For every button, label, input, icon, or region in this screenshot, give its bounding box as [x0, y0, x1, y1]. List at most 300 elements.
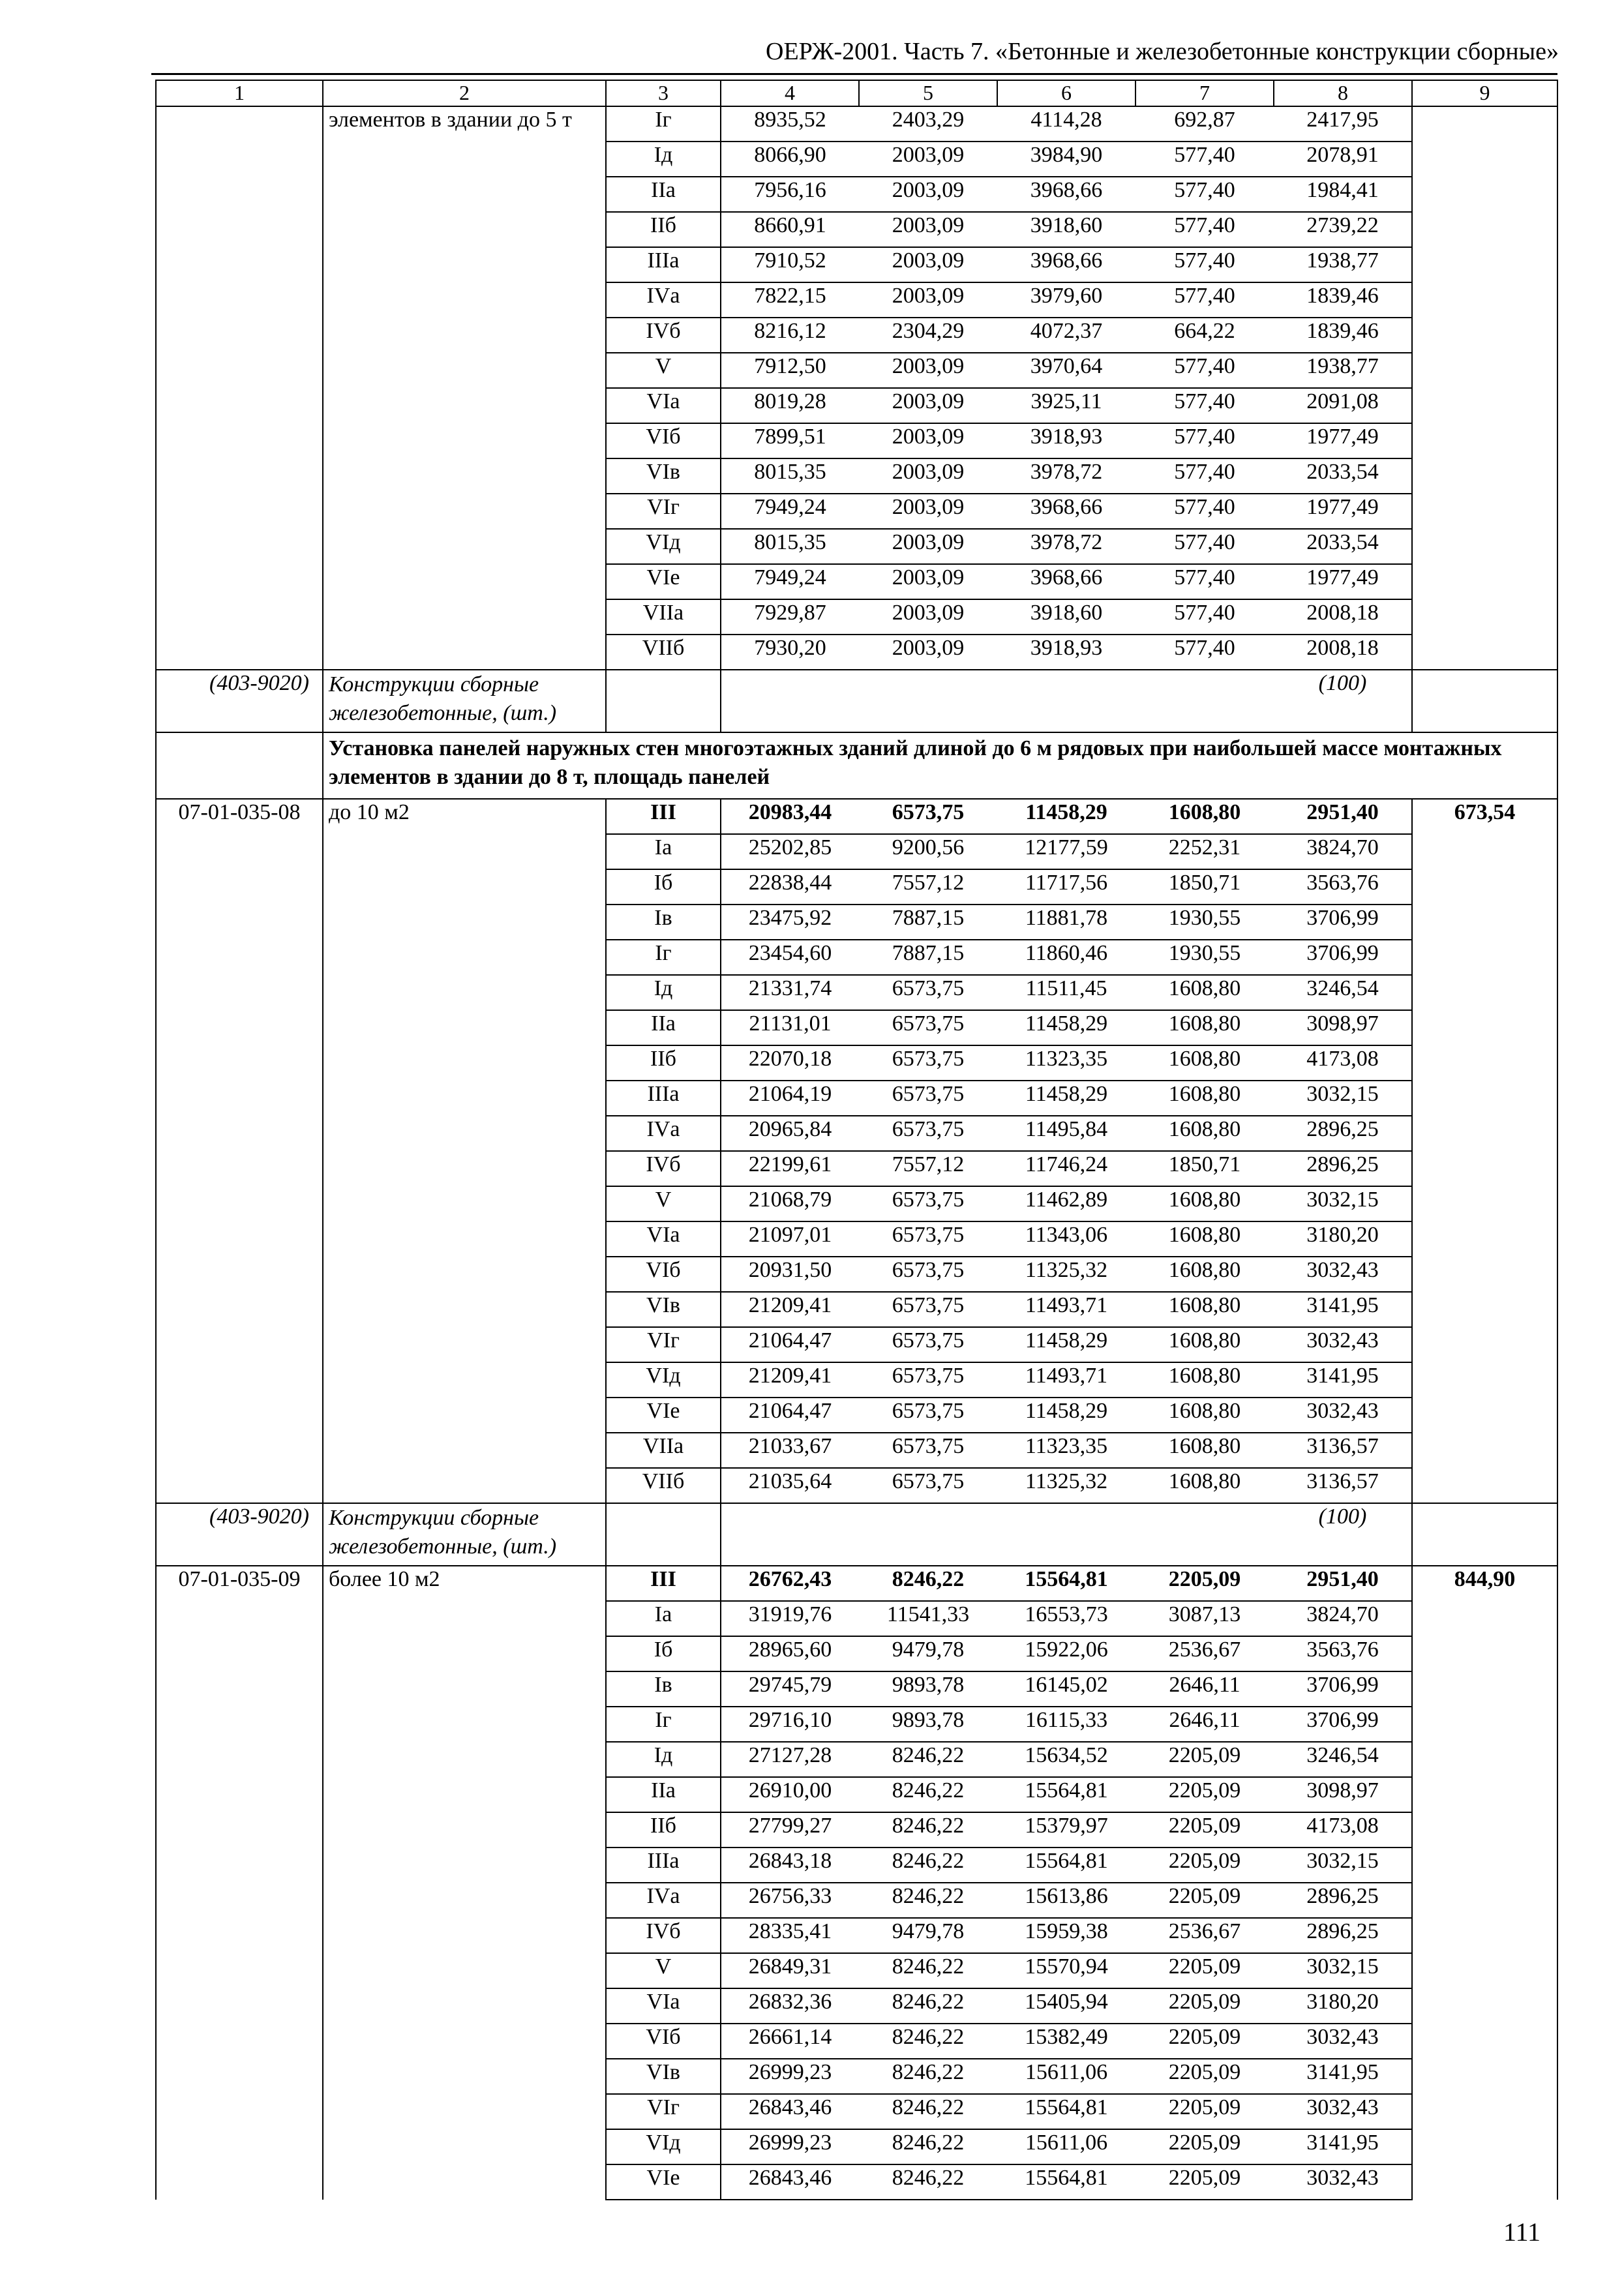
value-cell: 1930,55	[1135, 905, 1274, 940]
resource-name: Конструкции сборные железобетонные, (шт.)	[323, 670, 606, 732]
value-cell: 3141,95	[1274, 2129, 1412, 2164]
value-cell: 21064,19	[721, 1081, 859, 1116]
value-cell: 2205,09	[1135, 2164, 1274, 2200]
value-cell: 1608,80	[1135, 1221, 1274, 1257]
region-category: IIб	[606, 1812, 721, 1848]
value-cell: 8019,28	[721, 388, 859, 423]
value-cell: 16115,33	[997, 1707, 1135, 1742]
region-category: VIа	[606, 388, 721, 423]
value-cell: 1608,80	[1135, 1292, 1274, 1327]
column-number-row	[156, 80, 1557, 106]
header-rule	[151, 73, 1557, 75]
value-cell: 15959,38	[997, 1918, 1135, 1953]
col-number: 4	[721, 80, 859, 106]
value-cell: 3706,99	[1274, 1671, 1412, 1707]
value-cell: 4114,28	[997, 106, 1135, 142]
value-cell: 2003,09	[859, 635, 997, 670]
value-cell: 1850,71	[1135, 1151, 1274, 1186]
value-cell: 27127,28	[721, 1742, 859, 1777]
value-cell: 3032,15	[1274, 1848, 1412, 1883]
region-category: VIд	[606, 1362, 721, 1398]
value-cell: 8246,22	[859, 2129, 997, 2164]
value-cell: 8246,22	[859, 1812, 997, 1848]
value-cell: 21035,64	[721, 1468, 859, 1503]
value-cell: 11323,35	[997, 1045, 1135, 1081]
value-cell: 3706,99	[1274, 905, 1412, 940]
region-category: VIа	[606, 1988, 721, 2024]
value-cell: 1608,80	[1135, 1362, 1274, 1398]
value-cell: 11860,46	[997, 940, 1135, 975]
value-cell: 8246,22	[859, 1988, 997, 2024]
value-cell: 2205,09	[1135, 2129, 1274, 2164]
value-cell: 3968,66	[997, 247, 1135, 282]
value-cell: 2003,09	[859, 458, 997, 494]
value-cell: 23475,92	[721, 905, 859, 940]
value-cell: 1608,80	[1135, 1433, 1274, 1468]
value-cell: 2003,09	[859, 353, 997, 388]
value-cell: 6573,75	[859, 1292, 997, 1327]
value-cell: 11458,29	[997, 1081, 1135, 1116]
value-cell: 26756,33	[721, 1883, 859, 1918]
table-row	[156, 106, 1557, 142]
region-category: Iд	[606, 142, 721, 177]
empty-cell	[1135, 1503, 1274, 1566]
value-cell: 1608,80	[1135, 1045, 1274, 1081]
value-cell: 7557,12	[859, 1151, 997, 1186]
region-category: IIа	[606, 177, 721, 212]
value-cell: 3032,43	[1274, 1398, 1412, 1433]
value-cell: 11325,32	[997, 1257, 1135, 1292]
value-cell: 2896,25	[1274, 1151, 1412, 1186]
region-category: Iа	[606, 1601, 721, 1636]
labor-cost: 844,90	[1412, 1566, 1557, 2200]
value-cell: 3032,15	[1274, 1186, 1412, 1221]
value-cell: 11458,29	[997, 1327, 1135, 1362]
region-category: Iб	[606, 869, 721, 905]
value-cell: 8246,22	[859, 1883, 997, 1918]
region-category: VIг	[606, 2094, 721, 2129]
value-cell: 12177,59	[997, 834, 1135, 869]
value-cell: 6573,75	[859, 1362, 997, 1398]
labor-cost	[1412, 106, 1557, 670]
region-category: VIд	[606, 529, 721, 564]
value-cell: 11458,29	[997, 1398, 1135, 1433]
value-cell: 2205,09	[1135, 1742, 1274, 1777]
value-cell: 15405,94	[997, 1988, 1135, 2024]
region-category: VIб	[606, 2024, 721, 2059]
value-cell: 7956,16	[721, 177, 859, 212]
region-category: VIа	[606, 1221, 721, 1257]
rate-code: 07-01-035-08	[156, 799, 323, 1503]
value-cell: 577,40	[1135, 282, 1274, 318]
value-cell: 2033,54	[1274, 529, 1412, 564]
value-cell: 22070,18	[721, 1045, 859, 1081]
value-cell: 11325,32	[997, 1468, 1135, 1503]
value-cell: 2646,11	[1135, 1707, 1274, 1742]
value-cell: 21209,41	[721, 1292, 859, 1327]
value-cell: 2078,91	[1274, 142, 1412, 177]
value-cell: 20983,44	[721, 799, 859, 834]
value-cell: 3136,57	[1274, 1433, 1412, 1468]
value-cell: 4173,08	[1274, 1812, 1412, 1848]
value-cell: 9200,56	[859, 834, 997, 869]
value-cell: 1984,41	[1274, 177, 1412, 212]
region-category: IIIа	[606, 247, 721, 282]
value-cell: 6573,75	[859, 1010, 997, 1045]
value-cell: 8246,22	[859, 1566, 997, 1601]
section-title-row	[156, 732, 1557, 799]
rates-table-container	[155, 80, 1557, 2200]
value-cell: 8246,22	[859, 2024, 997, 2059]
value-cell: 21064,47	[721, 1327, 859, 1362]
value-cell: 2252,31	[1135, 834, 1274, 869]
empty-cell	[156, 732, 323, 799]
value-cell: 9893,78	[859, 1707, 997, 1742]
value-cell: 577,40	[1135, 458, 1274, 494]
value-cell: 3098,97	[1274, 1777, 1412, 1812]
empty-cell	[859, 670, 997, 732]
value-cell: 6573,75	[859, 975, 997, 1010]
col-number: 1	[156, 80, 323, 106]
col-number: 6	[997, 80, 1135, 106]
value-cell: 4072,37	[997, 318, 1135, 353]
value-cell: 2003,09	[859, 564, 997, 599]
value-cell: 8660,91	[721, 212, 859, 247]
value-cell: 3918,93	[997, 423, 1135, 458]
value-cell: 7929,87	[721, 599, 859, 635]
value-cell: 8066,90	[721, 142, 859, 177]
value-cell: 7822,15	[721, 282, 859, 318]
value-cell: 8246,22	[859, 2059, 997, 2094]
running-header: ОЕРЖ-2001. Часть 7. «Бетонные и железобетонные конструкции сборные»	[766, 38, 1559, 65]
region-category: VIIб	[606, 635, 721, 670]
value-cell: 11717,56	[997, 869, 1135, 905]
empty-cell	[606, 670, 721, 732]
value-cell: 3141,95	[1274, 2059, 1412, 2094]
value-cell: 1850,71	[1135, 869, 1274, 905]
value-cell: 577,40	[1135, 142, 1274, 177]
empty-cell	[997, 1503, 1135, 1566]
value-cell: 1608,80	[1135, 1010, 1274, 1045]
value-cell: 3032,15	[1274, 1953, 1412, 1988]
rate-code: 07-01-035-09	[156, 1566, 323, 2200]
value-cell: 8246,22	[859, 1777, 997, 1812]
value-cell: 664,22	[1135, 318, 1274, 353]
empty-cell	[1412, 670, 1557, 732]
value-cell: 6573,75	[859, 799, 997, 834]
value-cell: 2003,09	[859, 494, 997, 529]
value-cell: 577,40	[1135, 247, 1274, 282]
value-cell: 6573,75	[859, 1327, 997, 1362]
value-cell: 26843,46	[721, 2094, 859, 2129]
region-category: V	[606, 1953, 721, 1988]
page-number: 111	[1503, 2217, 1541, 2247]
value-cell: 3032,15	[1274, 1081, 1412, 1116]
resource-unit: (100)	[1274, 1503, 1412, 1566]
value-cell: 11462,89	[997, 1186, 1135, 1221]
labor-cost: 673,54	[1412, 799, 1557, 1503]
region-category: VIв	[606, 2059, 721, 2094]
value-cell: 15382,49	[997, 2024, 1135, 2059]
value-cell: 2003,09	[859, 423, 997, 458]
table-row	[156, 799, 1557, 834]
value-cell: 16553,73	[997, 1601, 1135, 1636]
value-cell: 26661,14	[721, 2024, 859, 2059]
resource-unit: (100)	[1274, 670, 1412, 732]
value-cell: 27799,27	[721, 1812, 859, 1848]
value-cell: 2003,09	[859, 247, 997, 282]
value-cell: 577,40	[1135, 494, 1274, 529]
region-category: IIб	[606, 1045, 721, 1081]
value-cell: 577,40	[1135, 564, 1274, 599]
value-cell: 21064,47	[721, 1398, 859, 1433]
value-cell: 1608,80	[1135, 1081, 1274, 1116]
region-category: V	[606, 1186, 721, 1221]
value-cell: 21033,67	[721, 1433, 859, 1468]
value-cell: 26999,23	[721, 2059, 859, 2094]
empty-cell	[997, 670, 1135, 732]
value-cell: 26843,46	[721, 2164, 859, 2200]
value-cell: 2003,09	[859, 177, 997, 212]
value-cell: 2951,40	[1274, 1566, 1412, 1601]
value-cell: 8015,35	[721, 529, 859, 564]
region-category: IVб	[606, 1151, 721, 1186]
value-cell: 3925,11	[997, 388, 1135, 423]
value-cell: 15564,81	[997, 2094, 1135, 2129]
value-cell: 15611,06	[997, 2129, 1135, 2164]
value-cell: 6573,75	[859, 1257, 997, 1292]
value-cell: 4173,08	[1274, 1045, 1412, 1081]
value-cell: 577,40	[1135, 353, 1274, 388]
value-cell: 7899,51	[721, 423, 859, 458]
value-cell: 2536,67	[1135, 1636, 1274, 1671]
value-cell: 7887,15	[859, 905, 997, 940]
value-cell: 3098,97	[1274, 1010, 1412, 1045]
value-cell: 3032,43	[1274, 1257, 1412, 1292]
region-category: V	[606, 353, 721, 388]
value-cell: 2896,25	[1274, 1116, 1412, 1151]
value-cell: 3970,64	[997, 353, 1135, 388]
value-cell: 2646,11	[1135, 1671, 1274, 1707]
value-cell: 2205,09	[1135, 1566, 1274, 1601]
value-cell: 1608,80	[1135, 1116, 1274, 1151]
value-cell: 3032,43	[1274, 1327, 1412, 1362]
value-cell: 16145,02	[997, 1671, 1135, 1707]
value-cell: 3087,13	[1135, 1601, 1274, 1636]
value-cell: 2205,09	[1135, 1848, 1274, 1883]
empty-cell	[721, 1503, 859, 1566]
value-cell: 2003,09	[859, 599, 997, 635]
value-cell: 6573,75	[859, 1045, 997, 1081]
region-category: VIе	[606, 1398, 721, 1433]
value-cell: 1608,80	[1135, 1186, 1274, 1221]
value-cell: 6573,75	[859, 1468, 997, 1503]
region-category: VIIа	[606, 1433, 721, 1468]
value-cell: 8246,22	[859, 1953, 997, 1988]
value-cell: 577,40	[1135, 423, 1274, 458]
value-cell: 15611,06	[997, 2059, 1135, 2094]
value-cell: 21131,01	[721, 1010, 859, 1045]
value-cell: 3979,60	[997, 282, 1135, 318]
value-cell: 20965,84	[721, 1116, 859, 1151]
region-category: Iг	[606, 940, 721, 975]
value-cell: 2003,09	[859, 529, 997, 564]
region-category: IIIа	[606, 1081, 721, 1116]
resource-code: (403-9020)	[156, 670, 323, 732]
value-cell: 2536,67	[1135, 1918, 1274, 1953]
value-cell: 26832,36	[721, 1988, 859, 2024]
empty-cell	[721, 670, 859, 732]
value-cell: 7949,24	[721, 494, 859, 529]
value-cell: 3984,90	[997, 142, 1135, 177]
value-cell: 11511,45	[997, 975, 1135, 1010]
value-cell: 2003,09	[859, 282, 997, 318]
region-category: VIе	[606, 2164, 721, 2200]
value-cell: 21097,01	[721, 1221, 859, 1257]
value-cell: 20931,50	[721, 1257, 859, 1292]
value-cell: 21331,74	[721, 975, 859, 1010]
value-cell: 577,40	[1135, 635, 1274, 670]
value-cell: 15634,52	[997, 1742, 1135, 1777]
value-cell: 11881,78	[997, 905, 1135, 940]
value-cell: 22199,61	[721, 1151, 859, 1186]
region-category: Iг	[606, 106, 721, 142]
value-cell: 1608,80	[1135, 1257, 1274, 1292]
work-name: элементов в здании до 5 т	[323, 106, 606, 670]
value-cell: 577,40	[1135, 529, 1274, 564]
value-cell: 1839,46	[1274, 282, 1412, 318]
region-category: IVб	[606, 318, 721, 353]
value-cell: 31919,76	[721, 1601, 859, 1636]
value-cell: 15570,94	[997, 1953, 1135, 1988]
work-name: более 10 м2	[323, 1566, 606, 2200]
value-cell: 28965,60	[721, 1636, 859, 1671]
rates-table	[155, 80, 1558, 2200]
region-category: VIд	[606, 2129, 721, 2164]
value-cell: 8246,22	[859, 1742, 997, 1777]
value-cell: 3141,95	[1274, 1362, 1412, 1398]
value-cell: 2003,09	[859, 212, 997, 247]
value-cell: 23454,60	[721, 940, 859, 975]
region-category: VIг	[606, 1327, 721, 1362]
value-cell: 577,40	[1135, 388, 1274, 423]
value-cell: 2896,25	[1274, 1918, 1412, 1953]
value-cell: 6573,75	[859, 1398, 997, 1433]
value-cell: 3978,72	[997, 529, 1135, 564]
empty-cell	[1135, 670, 1274, 732]
value-cell: 29716,10	[721, 1707, 859, 1742]
value-cell: 11495,84	[997, 1116, 1135, 1151]
value-cell: 2205,09	[1135, 1777, 1274, 1812]
region-category: Iв	[606, 905, 721, 940]
region-category: Iг	[606, 1707, 721, 1742]
value-cell: 2403,29	[859, 106, 997, 142]
value-cell: 1608,80	[1135, 1468, 1274, 1503]
value-cell: 7912,50	[721, 353, 859, 388]
value-cell: 3032,43	[1274, 2164, 1412, 2200]
value-cell: 11343,06	[997, 1221, 1135, 1257]
value-cell: 15564,81	[997, 2164, 1135, 2200]
value-cell: 1839,46	[1274, 318, 1412, 353]
value-cell: 3246,54	[1274, 975, 1412, 1010]
value-cell: 577,40	[1135, 599, 1274, 635]
value-cell: 15613,86	[997, 1883, 1135, 1918]
value-cell: 3918,60	[997, 212, 1135, 247]
value-cell: 6573,75	[859, 1186, 997, 1221]
value-cell: 3968,66	[997, 177, 1135, 212]
value-cell: 2304,29	[859, 318, 997, 353]
value-cell: 1608,80	[1135, 1398, 1274, 1433]
value-cell: 2205,09	[1135, 2094, 1274, 2129]
value-cell: 26999,23	[721, 2129, 859, 2164]
value-cell: 9479,78	[859, 1636, 997, 1671]
value-cell: 15922,06	[997, 1636, 1135, 1671]
value-cell: 15564,81	[997, 1566, 1135, 1601]
value-cell: 3136,57	[1274, 1468, 1412, 1503]
value-cell: 2896,25	[1274, 1883, 1412, 1918]
value-cell: 7910,52	[721, 247, 859, 282]
value-cell: 2205,09	[1135, 1812, 1274, 1848]
region-category: VIв	[606, 458, 721, 494]
value-cell: 3918,93	[997, 635, 1135, 670]
value-cell: 29745,79	[721, 1671, 859, 1707]
value-cell: 3918,60	[997, 599, 1135, 635]
value-cell: 7887,15	[859, 940, 997, 975]
value-cell: 6573,75	[859, 1081, 997, 1116]
value-cell: 2033,54	[1274, 458, 1412, 494]
region-category: Iд	[606, 1742, 721, 1777]
rate-code	[156, 106, 323, 670]
value-cell: 1608,80	[1135, 1327, 1274, 1362]
value-cell: 28335,41	[721, 1918, 859, 1953]
region-category: IIа	[606, 1010, 721, 1045]
value-cell: 15379,97	[997, 1812, 1135, 1848]
value-cell: 2003,09	[859, 142, 997, 177]
region-category: VIв	[606, 1292, 721, 1327]
value-cell: 26843,18	[721, 1848, 859, 1883]
region-category: VIIа	[606, 599, 721, 635]
value-cell: 1930,55	[1135, 940, 1274, 975]
value-cell: 1977,49	[1274, 423, 1412, 458]
region-category: VIб	[606, 423, 721, 458]
value-cell: 6573,75	[859, 1116, 997, 1151]
value-cell: 2008,18	[1274, 635, 1412, 670]
value-cell: 2951,40	[1274, 799, 1412, 834]
value-cell: 11493,71	[997, 1362, 1135, 1398]
value-cell: 15564,81	[997, 1777, 1135, 1812]
empty-cell	[606, 1503, 721, 1566]
region-category: VIг	[606, 494, 721, 529]
region-category: III	[606, 799, 721, 834]
value-cell: 3032,43	[1274, 2094, 1412, 2129]
value-cell: 25202,85	[721, 834, 859, 869]
value-cell: 2205,09	[1135, 1988, 1274, 2024]
value-cell: 3141,95	[1274, 1292, 1412, 1327]
region-category: IVа	[606, 282, 721, 318]
value-cell: 11541,33	[859, 1601, 997, 1636]
value-cell: 21068,79	[721, 1186, 859, 1221]
empty-cell	[1412, 1503, 1557, 1566]
value-cell: 3180,20	[1274, 1221, 1412, 1257]
value-cell: 8935,52	[721, 106, 859, 142]
value-cell: 2008,18	[1274, 599, 1412, 635]
col-number: 8	[1274, 80, 1412, 106]
value-cell: 8216,12	[721, 318, 859, 353]
value-cell: 2205,09	[1135, 1953, 1274, 1988]
section-title: Установка панелей наружных стен многоэтажных зданий длиной до 6 м рядовых при наибольшей массе монтажных элементов в здании до 8 т, площадь панелей	[323, 732, 1557, 799]
value-cell: 8246,22	[859, 2164, 997, 2200]
value-cell: 1977,49	[1274, 494, 1412, 529]
